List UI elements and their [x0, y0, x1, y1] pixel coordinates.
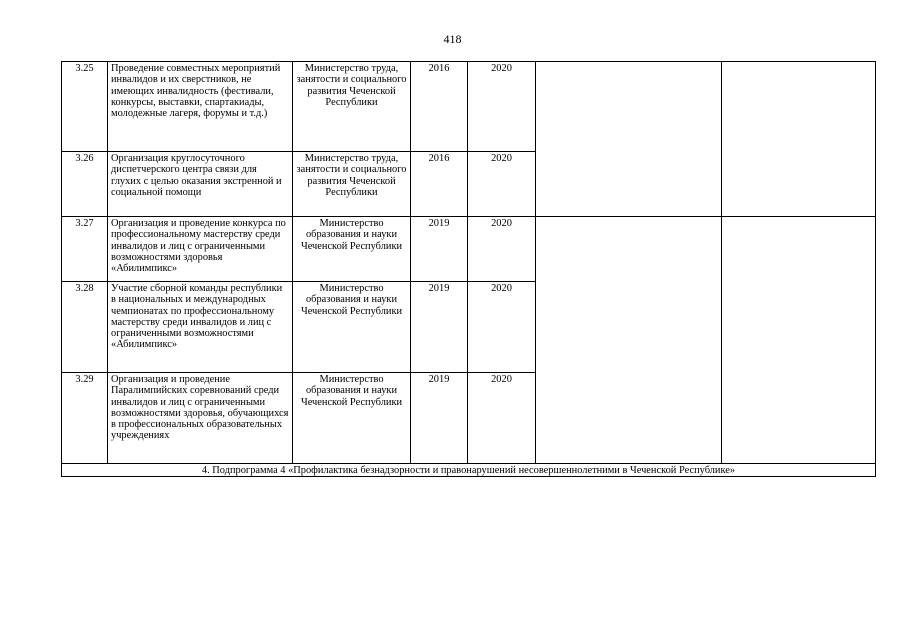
- start-year: 2016: [411, 62, 468, 152]
- executor: Министерство образования и науки Чеченской Республики: [293, 282, 411, 373]
- end-year: 2020: [468, 152, 536, 217]
- end-year: 2020: [468, 217, 536, 282]
- empty-cell: [722, 217, 876, 464]
- row-number: 3.28: [62, 282, 108, 373]
- start-year: 2016: [411, 152, 468, 217]
- measures-table: [61, 61, 876, 477]
- executor: Министерство образования и науки Чеченской Республики: [293, 373, 411, 464]
- executor: Министерство труда, занятости и социального развития Чеченской Республики: [293, 152, 411, 217]
- start-year: 2019: [411, 373, 468, 464]
- empty-cell: [722, 62, 876, 217]
- row-number: 3.29: [62, 373, 108, 464]
- start-year: 2019: [411, 282, 468, 373]
- event-name: Организация и проведение конкурса по профессиональному мастерству среди инвалидов и лиц с ограниченными возможностями здоровья «Абилимпикс»: [108, 217, 293, 282]
- row-number: 3.26: [62, 152, 108, 217]
- event-name: Участие сборной команды республики в национальных и международных чемпионатах по профессиональному мастерству среди инвалидов и лиц с ограниченными возможностями «Абилимпикс»: [108, 282, 293, 373]
- event-name: Организация круглосуточного диспетчерского центра связи для глухих с целью оказания экстренной и социальной помощи: [108, 152, 293, 217]
- row-number: 3.27: [62, 217, 108, 282]
- end-year: 2020: [468, 373, 536, 464]
- end-year: 2020: [468, 282, 536, 373]
- subprogram-row: [62, 464, 876, 477]
- row-number: 3.25: [62, 62, 108, 152]
- subprogram-title: 4. Подпрограмма 4 «Профилактика безнадзорности и правонарушений несовершеннолетними в Чеченской Республике»: [62, 464, 876, 477]
- empty-cell: [536, 217, 722, 464]
- executor: Министерство образования и науки Чеченской Республики: [293, 217, 411, 282]
- executor: Министерство труда, занятости и социального развития Чеченской Республики: [293, 62, 411, 152]
- empty-cell: [536, 62, 722, 217]
- page-number: 418: [443, 32, 462, 46]
- table-row: [62, 62, 876, 152]
- event-name: Организация и проведение Паралимпийских соревнований среди инвалидов и лиц с ограниченными возможностями здоровья, обучающихся в профессиональных образовательных учреждениях: [108, 373, 293, 464]
- event-name: Проведение совместных мероприятий инвалидов и их сверстников, не имеющих инвалидность (фестивали, конкурсы, выставки, спартакиады, молодежные лагеря, форумы и т.д.): [108, 62, 293, 152]
- start-year: 2019: [411, 217, 468, 282]
- end-year: 2020: [468, 62, 536, 152]
- table-row: [62, 217, 876, 282]
